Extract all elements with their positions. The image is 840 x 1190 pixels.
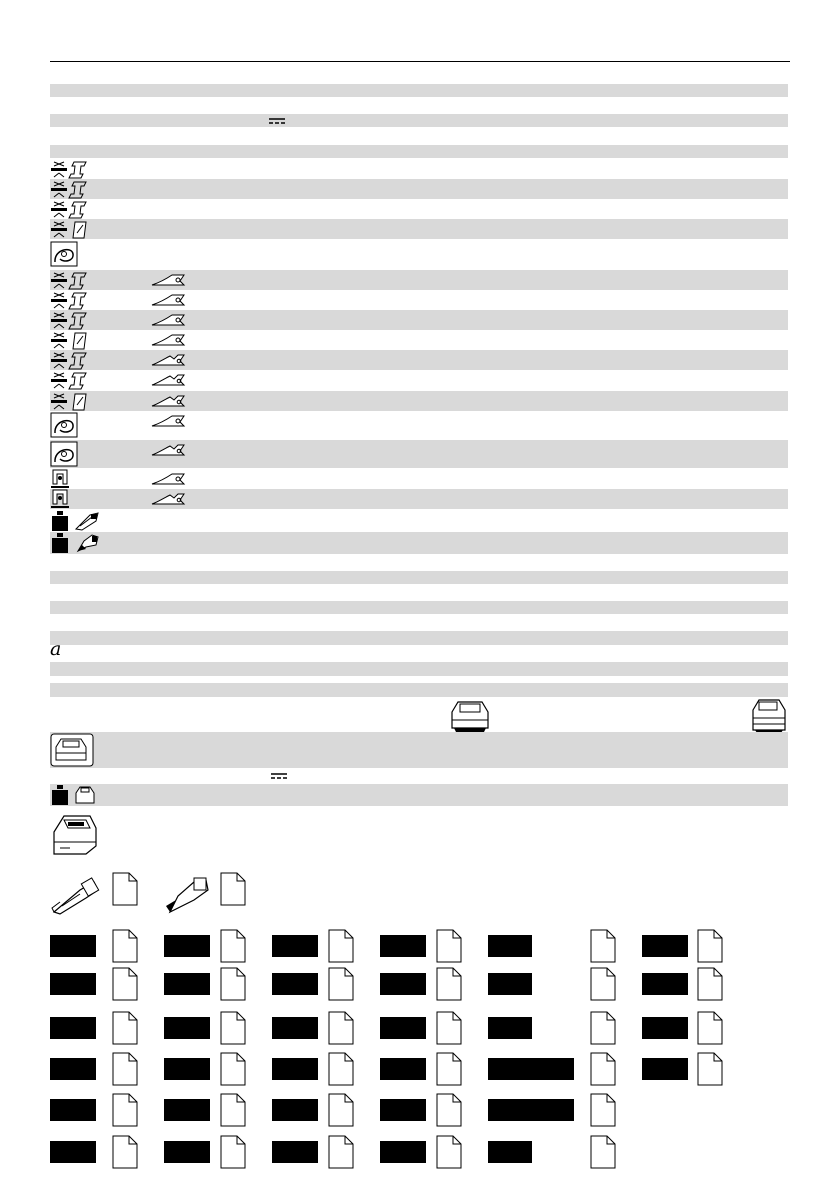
document-reference-icon — [328, 1093, 354, 1127]
formula-symbol: a — [50, 638, 62, 660]
reference-block — [488, 1017, 532, 1039]
spec-row-thickness — [50, 159, 788, 179]
document-reference-icon — [436, 1135, 462, 1169]
battery-pack-large-icon — [749, 698, 787, 734]
reference-block — [50, 973, 96, 995]
shear-blade-icon — [150, 273, 186, 287]
shear-tool-icon — [74, 533, 100, 553]
document-reference-icon — [220, 872, 246, 906]
reference-block — [50, 1058, 96, 1080]
spec-row-thickness-blade — [50, 391, 788, 411]
material-thickness-steel-icon — [50, 159, 88, 179]
reference-block — [642, 1017, 688, 1039]
document-reference-icon — [328, 1011, 354, 1045]
reference-block — [488, 973, 532, 995]
document-reference-icon — [590, 1093, 616, 1127]
reference-block — [164, 1141, 210, 1163]
material-thickness-steel-icon — [50, 290, 88, 310]
spec-row-thickness-blade — [50, 370, 788, 390]
battery-pack-small-icon — [448, 698, 492, 734]
weight-icon — [50, 510, 70, 532]
reference-block — [164, 1099, 210, 1121]
spec-row-radius-blade — [50, 440, 788, 468]
reference-block — [380, 973, 426, 995]
document-reference-icon — [697, 967, 723, 1001]
document-reference-icon — [590, 967, 616, 1001]
reference-block — [164, 1058, 210, 1080]
document-reference-icon — [328, 929, 354, 963]
material-thickness-steel-icon — [50, 370, 88, 390]
document-reference-icon — [436, 1011, 462, 1045]
charger-icon — [50, 812, 98, 856]
reference-block — [164, 973, 210, 995]
material-thickness-other-icon — [50, 330, 88, 350]
document-reference-icon — [220, 967, 246, 1001]
document-reference-icon — [112, 1093, 138, 1127]
profile-cut-icon — [50, 489, 70, 509]
profile-cut-icon — [50, 469, 70, 489]
document-reference-icon — [112, 929, 138, 963]
reference-block — [380, 1017, 426, 1039]
document-reference-icon — [220, 1093, 246, 1127]
weight-icon — [50, 532, 70, 554]
material-thickness-steel-icon — [50, 310, 88, 330]
shear-tool-icon — [164, 872, 210, 916]
material-thickness-steel-icon — [50, 350, 88, 370]
spec-row — [50, 571, 788, 584]
document-reference-icon — [112, 1011, 138, 1045]
reference-block — [380, 935, 426, 957]
reference-block — [50, 1017, 96, 1039]
reference-block — [164, 1017, 210, 1039]
reference-block — [642, 935, 688, 957]
document-reference-icon — [112, 1135, 138, 1169]
spec-row-thickness-blade — [50, 350, 788, 370]
material-thickness-steel-icon — [50, 199, 88, 219]
spec-row — [50, 683, 788, 697]
spec-row — [50, 601, 788, 614]
spec-row-radius-blade — [50, 411, 788, 439]
spec-row-thickness-blade — [50, 330, 788, 350]
spec-row-thickness-blade — [50, 310, 788, 330]
spec-row-weight — [50, 532, 788, 554]
weight-icon — [50, 784, 70, 806]
reference-block — [272, 1099, 318, 1121]
spec-row-battery-weight — [50, 784, 788, 806]
shear-blade-icon — [150, 472, 186, 486]
header-rule — [50, 61, 790, 62]
material-thickness-other-icon — [50, 391, 88, 411]
reference-block — [272, 1141, 318, 1163]
document-reference-icon — [436, 1093, 462, 1127]
material-thickness-other-icon — [50, 219, 88, 239]
slitting-shear-tool-icon — [74, 511, 100, 531]
document-reference-icon — [697, 1011, 723, 1045]
spec-row-radius — [50, 240, 788, 268]
reference-block — [642, 973, 688, 995]
document-reference-icon — [590, 1011, 616, 1045]
spec-row-profile-blade — [50, 469, 788, 489]
reference-block — [272, 935, 318, 957]
document-reference-icon — [328, 1135, 354, 1169]
spec-row — [50, 662, 788, 676]
document-reference-icon — [112, 967, 138, 1001]
cutting-radius-icon — [50, 441, 78, 467]
shear-blade-notched-icon — [150, 353, 186, 367]
document-reference-icon — [436, 967, 462, 1001]
document-reference-icon — [436, 929, 462, 963]
reference-block — [272, 1017, 318, 1039]
document-reference-icon — [436, 1052, 462, 1086]
shear-blade-icon — [150, 333, 186, 347]
shear-blade-icon — [150, 313, 186, 327]
document-reference-icon — [112, 872, 138, 906]
reference-block — [642, 1058, 688, 1080]
reference-block — [50, 1141, 96, 1163]
spec-row-thickness — [50, 199, 788, 219]
reference-block — [488, 935, 532, 957]
document-reference-icon — [328, 967, 354, 1001]
spec-row-thickness-blade — [50, 290, 788, 310]
document-reference-icon — [328, 1052, 354, 1086]
reference-block — [50, 1099, 96, 1121]
spec-row-weight — [50, 510, 788, 532]
cutting-radius-icon — [50, 241, 78, 267]
direct-current-symbol — [268, 117, 286, 125]
document-reference-icon — [697, 1052, 723, 1086]
document-reference-icon — [590, 1052, 616, 1086]
reference-block — [380, 1058, 426, 1080]
shear-blade-icon — [150, 293, 186, 307]
shear-blade-icon — [150, 414, 186, 428]
slitting-shear-tool-icon — [50, 872, 100, 916]
reference-block — [164, 935, 210, 957]
spec-row-thickness — [50, 179, 788, 199]
direct-current-symbol — [270, 772, 288, 780]
shear-blade-notched-icon — [150, 373, 186, 387]
reference-block — [50, 935, 96, 957]
reference-block — [380, 1099, 426, 1121]
document-reference-icon — [590, 1135, 616, 1169]
battery-pack-small-icon — [74, 785, 96, 805]
document-reference-icon — [590, 929, 616, 963]
shear-blade-notched-icon — [150, 394, 186, 408]
reference-block — [488, 1058, 574, 1080]
reference-block — [380, 1141, 426, 1163]
spec-row — [50, 114, 788, 127]
spec-row-thickness-blade — [50, 270, 788, 290]
document-reference-icon — [220, 929, 246, 963]
spec-row — [50, 631, 788, 645]
material-thickness-steel-icon — [50, 270, 88, 290]
reference-block — [272, 1058, 318, 1080]
cutting-radius-icon — [50, 412, 78, 438]
spec-row — [50, 84, 788, 97]
reference-block — [488, 1141, 532, 1163]
spec-row-battery — [50, 732, 788, 768]
document-reference-icon — [220, 1011, 246, 1045]
spec-row-profile-blade — [50, 489, 788, 509]
battery-pack-small-icon — [50, 733, 94, 767]
document-reference-icon — [112, 1052, 138, 1086]
reference-block — [488, 1099, 574, 1121]
shear-blade-notched-icon — [150, 443, 186, 457]
document-reference-icon — [220, 1052, 246, 1086]
spec-row-thickness — [50, 219, 788, 239]
shear-blade-notched-icon — [150, 492, 186, 506]
material-thickness-steel-icon — [50, 179, 88, 199]
spec-row — [50, 145, 788, 158]
document-reference-icon — [220, 1135, 246, 1169]
document-reference-icon — [697, 929, 723, 963]
reference-block — [272, 973, 318, 995]
